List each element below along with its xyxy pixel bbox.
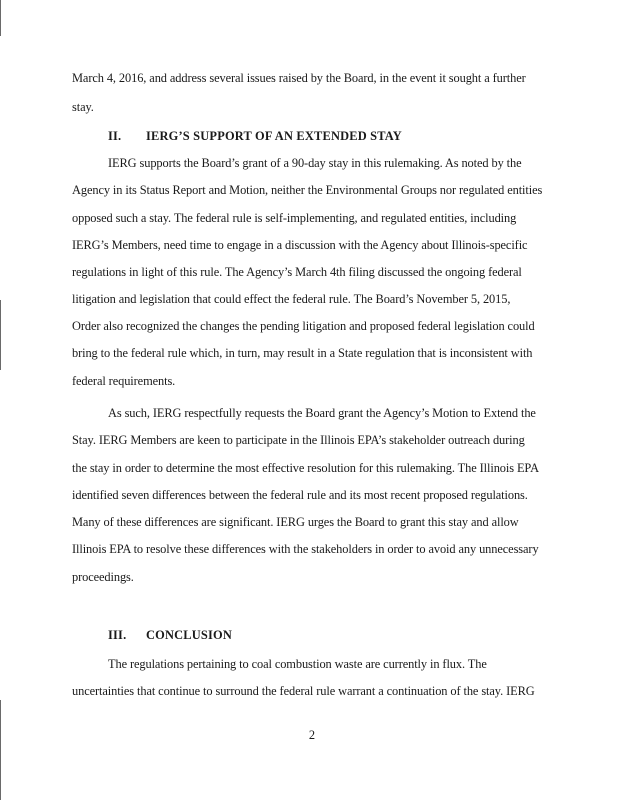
section-3-title: CONCLUSION: [146, 628, 232, 642]
paragraph-line: uncertainties that continue to surround the federal rule warrant a continuation of the stay. IERG: [72, 684, 535, 698]
section-2-heading: [108, 128, 402, 144]
paragraph-line: Illinois EPA to resolve these differences with the stakeholders in order to avoid any unnecessary: [72, 542, 539, 556]
paragraph-line: litigation and legislation that could effect the federal rule. The Board’s November 5, 2015,: [72, 292, 511, 306]
section-2-number: II.: [108, 129, 122, 143]
paragraph-line: federal requirements.: [72, 374, 176, 388]
paragraph-line: the stay in order to determine the most effective resolution for this rulemaking. The Illinois EPA: [72, 461, 539, 475]
paragraph-line: Agency in its Status Report and Motion, neither the Environmental Groups nor regulated entities: [72, 183, 543, 197]
paragraph-line: opposed such a stay. The federal rule is self-implementing, and regulated entities, including: [72, 211, 517, 225]
section-2-title: IERG’S SUPPORT OF AN EXTENDED STAY: [146, 129, 402, 143]
paragraph-line: regulations in light of this rule. The Agency’s March 4th filing discussed the ongoing federal: [72, 265, 522, 279]
scan-edge-mark-middle: [0, 300, 1, 370]
section-3-heading: [108, 627, 232, 643]
paragraph-line: bring to the federal rule which, in turn, may result in a State regulation that is inconsistent with: [72, 346, 533, 360]
paragraph-line: The regulations pertaining to coal combustion waste are currently in flux. The: [108, 657, 487, 671]
section-3-number: III.: [108, 628, 127, 642]
paragraph-line: Many of these differences are significant. IERG urges the Board to grant this stay and allow: [72, 515, 519, 529]
intro-line: stay.: [72, 100, 94, 114]
paragraph-line: identified seven differences between the federal rule and its most recent proposed regulations.: [72, 488, 528, 502]
paragraph-line: Stay. IERG Members are keen to participate in the Illinois EPA’s stakeholder outreach during: [72, 433, 525, 447]
intro-line: March 4, 2016, and address several issues raised by the Board, in the event it sought a further: [72, 71, 526, 85]
scan-edge-mark-top: [0, 0, 1, 36]
paragraph-line: Order also recognized the changes the pending litigation and proposed federal legislation could: [72, 319, 535, 333]
page-number: 2: [308, 728, 316, 742]
paragraph-line: IERG’s Members, need time to engage in a discussion with the Agency about Illinois-specific: [72, 238, 528, 252]
paragraph-line: IERG supports the Board’s grant of a 90-day stay in this rulemaking. As noted by the: [108, 156, 522, 170]
scan-edge-mark-bottom: [0, 700, 1, 800]
paragraph-line: proceedings.: [72, 570, 134, 584]
paragraph-line: As such, IERG respectfully requests the Board grant the Agency’s Motion to Extend the: [108, 406, 536, 420]
